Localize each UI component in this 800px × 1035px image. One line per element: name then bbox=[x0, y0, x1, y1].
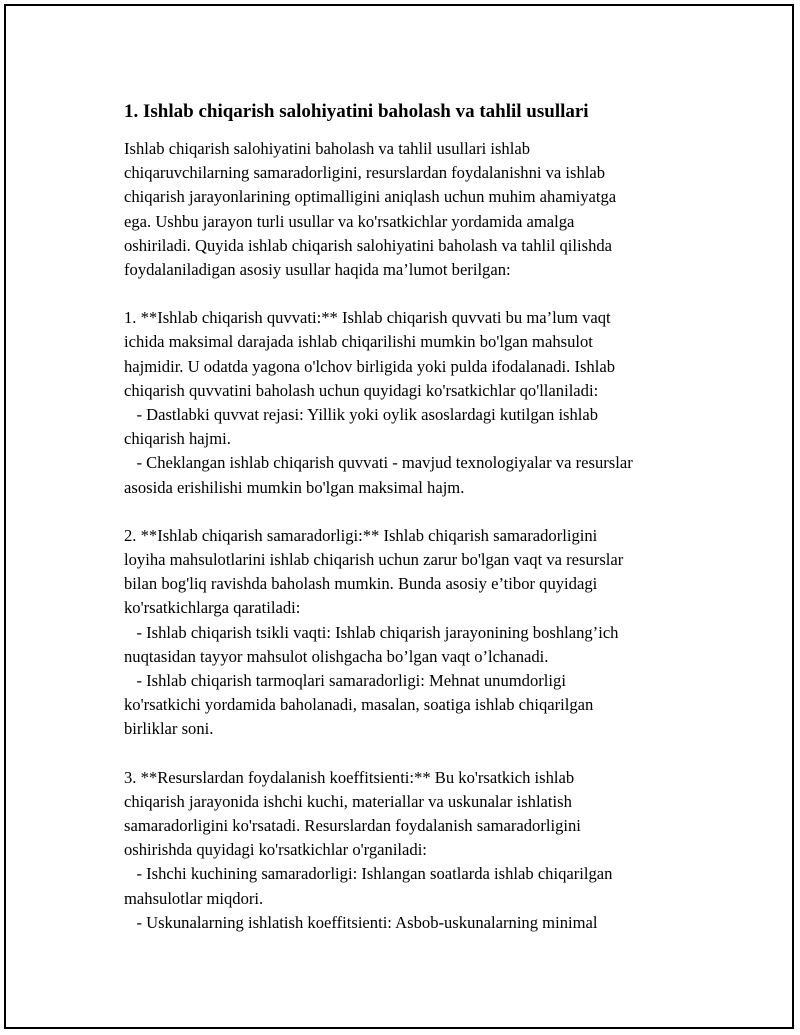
text-line: chiqaruvchilarning samaradorligini, resurslardan foydalanishni va ishlab bbox=[124, 163, 606, 183]
text-line: oshiriladi. Quyida ishlab chiqarish salohiyatini baholash va tahlil qilishda bbox=[124, 235, 613, 255]
text-line: oshirishda quyidagi ko'rsatkichlar o'rganiladi: bbox=[124, 840, 427, 860]
list-item-line: - Cheklangan ishlab chiqarish quvvati - mavjud texnologiyalar va resurslar bbox=[124, 453, 633, 473]
page-frame bbox=[4, 4, 794, 1029]
text-line: 2. **Ishlab chiqarish samaradorligi:** Ishlab chiqarish samaradorligini bbox=[124, 525, 598, 545]
text-line: 1. **Ishlab chiqarish quvvati:** Ishlab chiqarish quvvati bu ma’lum vaqt bbox=[124, 308, 611, 328]
text-line: chiqarish hajmi. bbox=[124, 429, 231, 449]
text-line: chiqarish jarayonida ishchi kuchi, materiallar va uskunalar ishlatish bbox=[124, 791, 572, 811]
section-3-paragraph bbox=[124, 766, 704, 935]
document-title: 1. Ishlab chiqarish salohiyatini baholash va tahlil usullari bbox=[124, 101, 589, 122]
text-line: mahsulotlar miqdori. bbox=[124, 888, 264, 908]
text-line: chiqarish jarayonlarining optimalligini aniqlash uchun muhim ahamiyatga bbox=[124, 187, 617, 207]
list-item-line: - Ishlab chiqarish tsikli vaqti: Ishlab chiqarish jarayonining boshlang’ich bbox=[124, 622, 619, 642]
text-line: 3. **Resurslardan foydalanish koeffitsienti:** Bu ko'rsatkich ishlab bbox=[124, 767, 575, 787]
section-2-paragraph bbox=[124, 524, 704, 742]
text-line: hajmidir. U odatda yagona o'lchov birligida yoki pulda ifodalanadi. Ishlab bbox=[124, 356, 616, 376]
text-line: birliklar soni. bbox=[124, 719, 214, 739]
text-line: nuqtasidan tayyor mahsulot olishgacha bo’lgan vaqt o’lchanadi. bbox=[124, 646, 549, 666]
section-1-paragraph bbox=[124, 306, 704, 500]
text-line: ko'rsatkichi yordamida baholanadi, masalan, soatiga ishlab chiqarilgan bbox=[124, 695, 594, 715]
text-line: loyiha mahsulotlarini ishlab chiqarish uchun zarur bo'lgan vaqt va resurslar bbox=[124, 550, 624, 570]
text-line: chiqarish quvvatini baholash uchun quyidagi ko'rsatkichlar qo'llaniladi: bbox=[124, 380, 599, 400]
text-line: Ishlab chiqarish salohiyatini baholash va tahlil usullari ishlab bbox=[124, 139, 531, 158]
text-line: ega. Ushbu jarayon turli usullar va ko'rsatkichlar yordamida amalga bbox=[124, 211, 575, 231]
text-line: foydalaniladigan asosiy usullar haqida ma’lumot berilgan: bbox=[124, 260, 511, 280]
list-item-line: - Ishlab chiqarish tarmoqlari samaradorligi: Mehnat unumdorligi bbox=[124, 671, 566, 691]
text-line: ichida maksimal darajada ishlab chiqarilishi mumkin bo'lgan mahsulot bbox=[124, 332, 593, 352]
list-item-line: - Dastlabki quvvat rejasi: Yillik yoki oylik asoslardagi kutilgan ishlab bbox=[124, 405, 599, 425]
text-line: samaradorligini ko'rsatadi. Resurslardan foydalanish samaradorligini bbox=[124, 816, 581, 836]
list-item-line: - Uskunalarning ishlatish koeffitsienti: Asbob-uskunalarning minimal bbox=[124, 912, 598, 932]
intro-paragraph bbox=[124, 137, 704, 282]
text-line: bilan bog'liq ravishda baholash mumkin. Bunda asosiy e’tibor quyidagi bbox=[124, 574, 598, 594]
document-body bbox=[124, 99, 704, 959]
list-item-line: - Ishchi kuchining samaradorligi: Ishlangan soatlarda ishlab chiqarilgan bbox=[124, 864, 613, 884]
text-line: ko'rsatkichlarga qaratiladi: bbox=[124, 598, 301, 618]
text-line: asosida erishilishi mumkin bo'lgan maksimal hajm. bbox=[124, 477, 465, 497]
